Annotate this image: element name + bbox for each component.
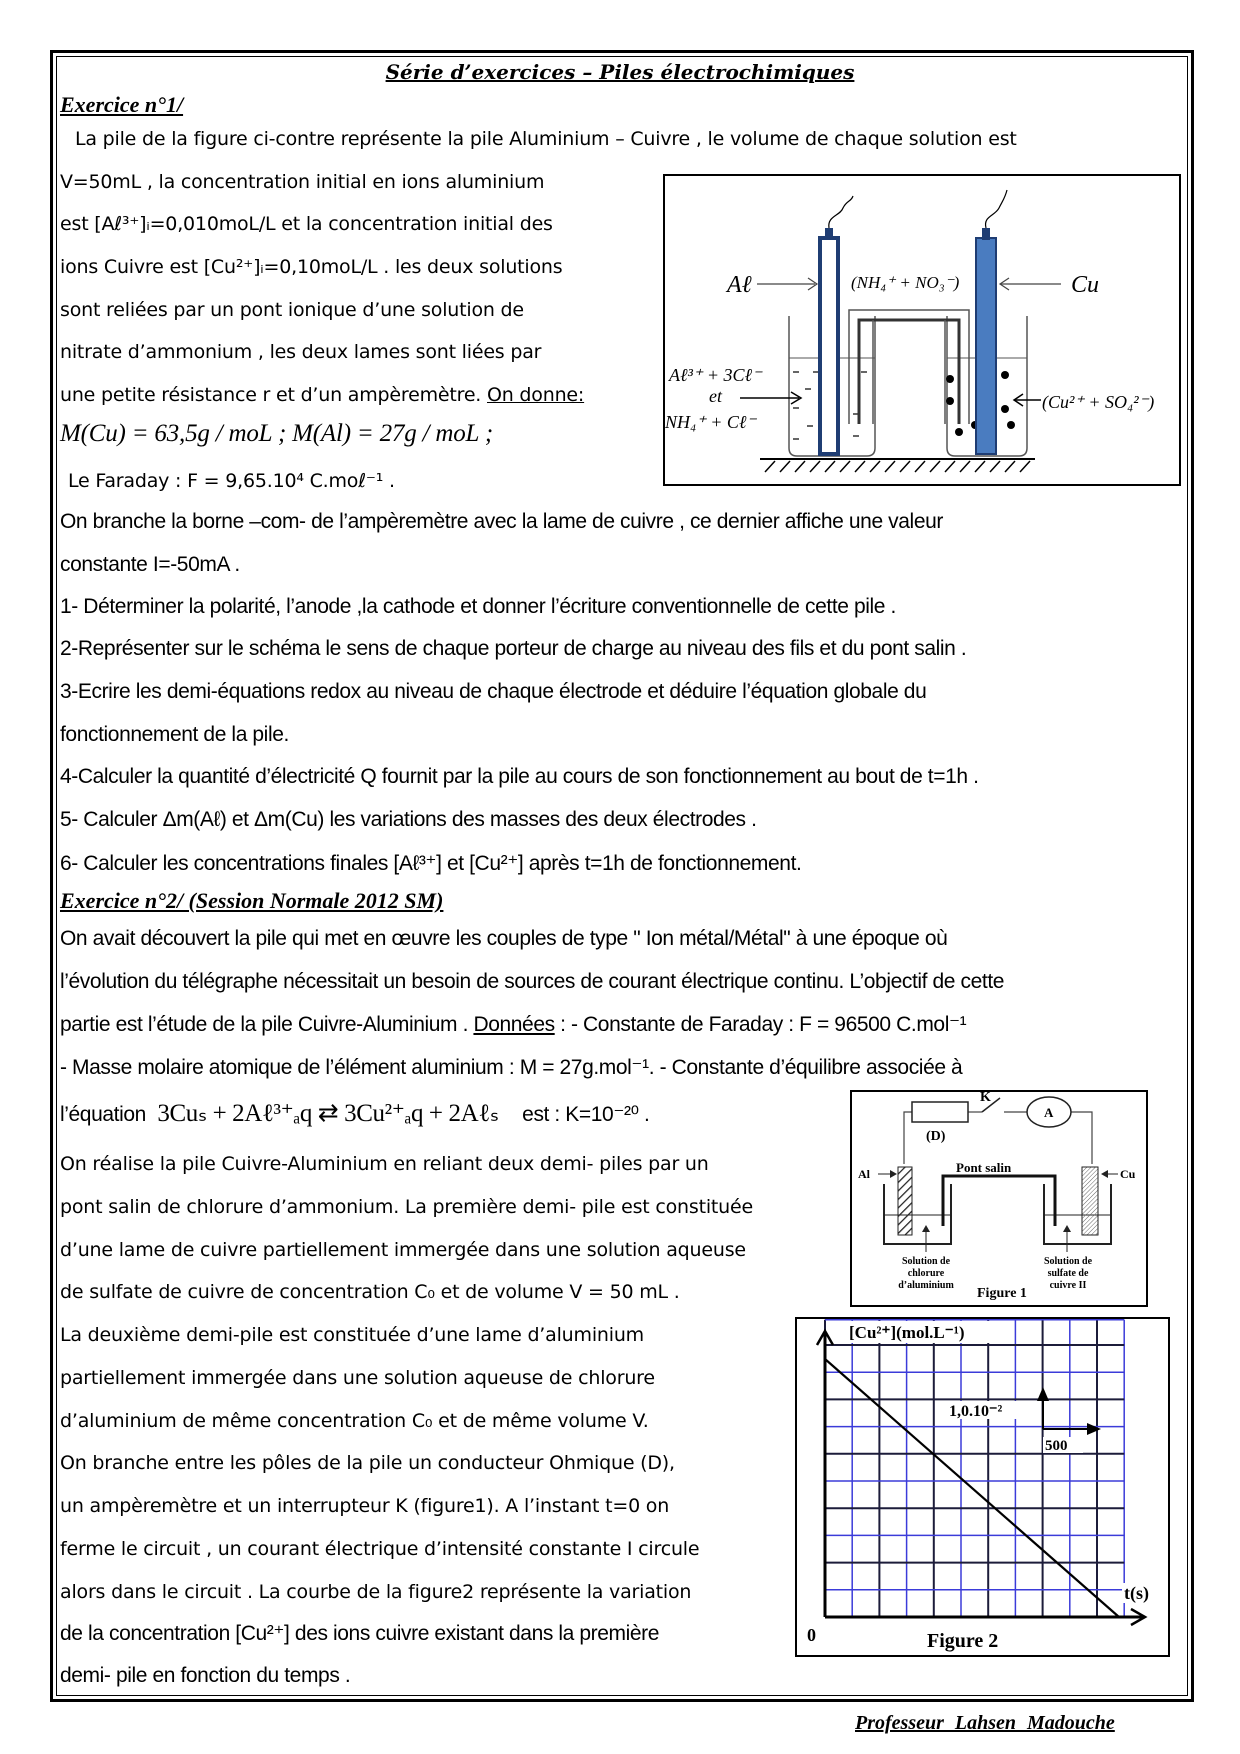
ex1-line-5: nitrate d’ammonium , les deux lames sont liées par (60, 341, 542, 363)
concentration-time-graph (797, 1319, 1168, 1655)
ex2-body-9: ferme le circuit , un courant électrique d’intensité constante I circule (60, 1538, 700, 1560)
svg-text:Cu: Cu (1071, 272, 1100, 298)
ex2-body-4: La deuxième demi-pile est constituée d’une lame d’aluminium (60, 1324, 644, 1346)
figure-pile-al-cu (663, 174, 1181, 486)
page-title: Série d’exercices – Piles électrochimiques (385, 60, 855, 84)
ex1-line-0: La pile de la figure ci-contre représente la pile Aluminium – Cuivre , le volume de chaque solution est (75, 128, 1017, 150)
figure-2-chart (795, 1317, 1170, 1657)
aluminium-electrode (898, 1167, 912, 1235)
molar-masses: M(Cu) = 63,5g / moL ; M(Al) = 27g / moL ; (60, 420, 493, 447)
ex2-intro-1: l’évolution du télégraphe nécessitait un besoin de sources de courant électrique continu. L’objectif de cette (60, 970, 1005, 993)
figure-1-circuit (850, 1090, 1148, 1307)
question-2: 2-Représenter sur le schéma le sens de chaque porteur de charge au niveau des fils et du pont salin . (60, 637, 967, 660)
svg-text:cuivre II: cuivre II (1049, 1280, 1087, 1291)
svg-text:0: 0 (807, 1625, 816, 1645)
ex1-statement-1: constante I=-50mA . (60, 553, 240, 576)
on-donne-label: On donne: (487, 384, 585, 406)
donnees-label: Données (473, 1013, 555, 1036)
equilibrium-equation: 3Cuₛ + 2Aℓ³⁺ₐq ⇄ 3Cu²⁺ₐq + 2Aℓₛ (157, 1100, 499, 1127)
svg-text:K: K (980, 1092, 991, 1105)
question-5: 5- Calculer Δm(Aℓ) et Δm(Cu) les variations des masses des deux électrodes . (60, 808, 757, 831)
ex2-body-2: d’une lame de cuivre partiellement immergée dans une solution aqueuse (60, 1239, 746, 1261)
ex1-line-4: sont reliées par un pont ionique d’une solution de (60, 299, 524, 321)
svg-text:sulfate de: sulfate de (1047, 1268, 1089, 1279)
svg-text:Figure 2: Figure 2 (927, 1630, 999, 1652)
aluminium-electrode (820, 238, 838, 454)
faraday-data: : - Constante de Faraday : F = 96500 C.mol⁻¹ (554, 1013, 967, 1036)
ex2-intro-2 (60, 1012, 966, 1037)
ex2-body-6: d’aluminium de même concentration C₀ et de même volume V. (60, 1410, 649, 1432)
svg-text:Cu: Cu (1120, 1167, 1136, 1181)
svg-text:[Cu²⁺](mol.L⁻¹): [Cu²⁺](mol.L⁻¹) (849, 1323, 965, 1342)
svg-text:t(s): t(s) (1124, 1583, 1149, 1603)
ex1-statement-0: On branche la borne –com- de l’ampèremètre avec la lame de cuivre , ce dernier affiche une valeur (60, 510, 943, 533)
ex1-line-3: ions Cuivre est [Cu²⁺]ᵢ=0,10moL/L . les deux solutions (60, 256, 563, 278)
question-3: 3-Ecrire les demi-équations redox au niveau de chaque électrode et déduire l’équation globale du (60, 680, 927, 703)
ex1-line-2: est [Aℓ³⁺]ᵢ=0,010moL/L et la concentration initial des (60, 213, 553, 235)
ex1-line-6 (60, 384, 584, 406)
faraday-constant: Le Faraday : F = 9,65.10⁴ C.moℓ⁻¹ . (68, 470, 395, 492)
ex2-body-5: partiellement immergée dans une solution aqueuse de chlorure (60, 1367, 655, 1389)
copper-electrode (976, 238, 996, 454)
exercise2-heading: Exercice n°2/ (Session Normale 2012 SM) (60, 888, 444, 913)
ex2-body-3: de sulfate de cuivre de concentration C₀ et de volume V = 50 mL . (60, 1281, 680, 1303)
svg-text:500: 500 (1045, 1438, 1068, 1454)
svg-text:et: et (709, 386, 722, 406)
ex2-body-10: alors dans le circuit . La courbe de la figure2 représente la variation (60, 1581, 692, 1603)
resistor-d (912, 1102, 968, 1122)
svg-text:Solution de: Solution de (901, 1256, 951, 1267)
ex2-body-8: un ampèremètre et un interrupteur K (figure1). A l’instant t=0 on (60, 1495, 670, 1517)
ex1-line-1: V=50mL , la concentration initial en ions aluminium (60, 171, 545, 193)
copper-electrode (1082, 1167, 1098, 1235)
ex2-intro-2-text: partie est l’étude de la pile Cuivre-Aluminium . (60, 1013, 474, 1036)
svg-text:(NH₄⁺ + NO₃⁻): (NH₄⁺ + NO₃⁻) (851, 273, 960, 292)
question-1: 1- Déterminer la polarité, l’anode ,la cathode et donner l’écriture conventionnelle de cette pile . (60, 595, 896, 618)
svg-text:Aℓ³⁺ + 3Cℓ⁻: Aℓ³⁺ + 3Cℓ⁻ (669, 365, 762, 385)
svg-text:chlorure: chlorure (907, 1268, 945, 1279)
ex2-masse-line: - Masse molaire atomique de l’élément aluminium : M = 27g.mol⁻¹. - Constante d’équilibre associée à (60, 1056, 963, 1079)
svg-text:NH₄⁺ + Cℓ⁻: NH₄⁺ + Cℓ⁻ (665, 412, 756, 432)
svg-text:Pont salin: Pont salin (956, 1160, 1012, 1175)
question-4: 4-Calculer la quantité d’électricité Q fournit par la pile au cours de son fonctionnement au bout de t=1h . (60, 765, 979, 788)
data-series-line (825, 1359, 1119, 1617)
svg-text:Aℓ: Aℓ (727, 272, 752, 298)
ex2-body-12: demi- pile en fonction du temps . (60, 1664, 351, 1687)
ex2-body-1: pont salin de chlorure d’ammonium. La première demi- pile est constituée (60, 1196, 753, 1218)
svg-text:(D): (D) (926, 1129, 946, 1144)
equation-suffix: est : K=10⁻²⁰ . (522, 1103, 650, 1126)
svg-text:d’aluminium: d’aluminium (898, 1280, 954, 1291)
svg-text:Figure 1: Figure 1 (977, 1286, 1027, 1301)
ex2-equation-line (60, 1098, 649, 1128)
question-3-cont: fonctionnement de la pile. (60, 723, 289, 746)
ex2-body-0: On réalise la pile Cuivre-Aluminium en reliant deux demi- piles par un (60, 1153, 709, 1175)
svg-text:Solution de: Solution de (1043, 1256, 1093, 1267)
ex2-body-7: On branche entre les pôles de la pile un conducteur Ohmique (D), (60, 1452, 675, 1474)
ex2-body-11: de la concentration [Cu²⁺] des ions cuivre existant dans la première (60, 1622, 660, 1645)
author-footer: Professeur Lahsen Madouche (855, 1712, 1115, 1734)
ex1-line-6-text: une petite résistance r et d’un ampèremètre. (60, 384, 487, 406)
svg-text:(Cu²⁺ + SO₄²⁻): (Cu²⁺ + SO₄²⁻) (1042, 392, 1155, 412)
svg-text:Al: Al (858, 1167, 870, 1181)
equation-prefix: l’équation (60, 1103, 146, 1126)
svg-text:A: A (1044, 1105, 1054, 1120)
svg-text:1,0.10⁻²: 1,0.10⁻² (949, 1403, 1003, 1420)
pile-diagram (665, 176, 1179, 484)
question-6: 6- Calculer les concentrations finales [Aℓ³⁺] et [Cu²⁺] après t=1h de fonctionnement. (60, 852, 802, 875)
exercise1-heading: Exercice n°1/ (60, 92, 184, 117)
ex2-intro-0: On avait découvert la pile qui met en œuvre les couples de type " Ion métal/Métal" à une époque où (60, 927, 948, 950)
